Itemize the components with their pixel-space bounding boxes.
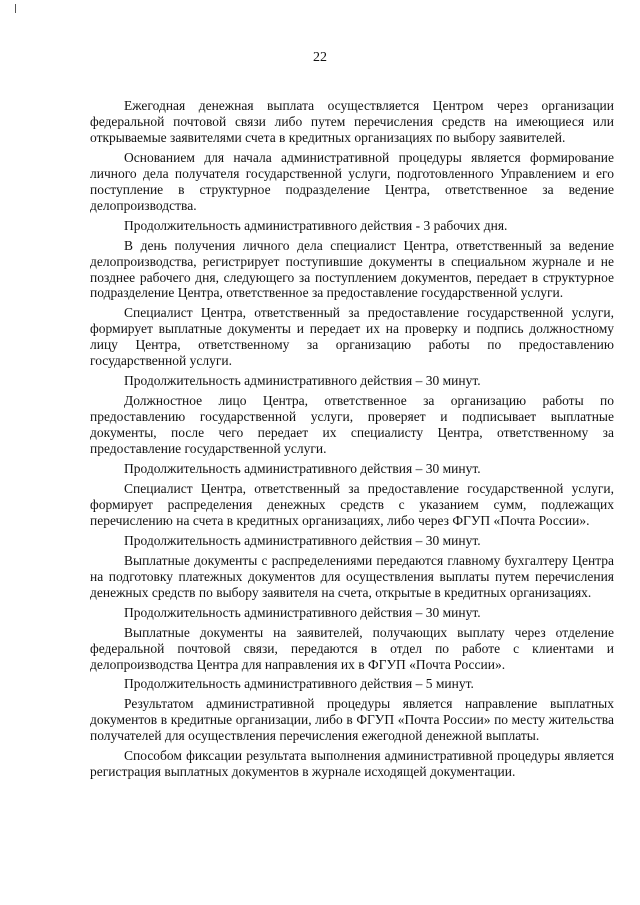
paragraph: Результатом административной процедуры является направление выплатных документов в кредитные организации, либо в ФГУП «Почта России» по месту жительства получателей для осуществления перечисления ежегодной денежной выплаты. <box>90 696 614 744</box>
paragraph: Продолжительность административного действия - 3 рабочих дня. <box>124 217 508 233</box>
paragraph: Продолжительность административного действия – 30 минут. <box>124 532 481 548</box>
scan-mark <box>15 4 16 13</box>
paragraph: Должностное лицо Центра, ответственное за организацию работы по предоставлению государственной услуги, проверяет и подписывает выплатные документы, после чего передает их специалисту Центра, ответственному за предоставление государственной услуги. <box>90 393 614 457</box>
paragraph: Специалист Центра, ответственный за предоставление государственной услуги, формирует распределения денежных средств с указанием сумм, подлежащих перечислению на счета в кредитных организациях, либо через ФГУП «Почта России». <box>90 480 614 528</box>
paragraph: Продолжительность административного действия – 5 минут. <box>124 676 474 692</box>
paragraph: Выплатные документы с распределениями передаются главному бухгалтеру Центра на подготовку платежных документов для осуществления выплаты путем перечисления денежных средств по выбору заявителя на счета, открытые в кредитных организациях. <box>90 552 614 600</box>
page-number: 22 <box>313 50 327 65</box>
body-text <box>90 98 614 784</box>
paragraph: Продолжительность административного действия – 30 минут. <box>124 373 481 389</box>
paragraph: Выплатные документы на заявителей, получающих выплату через отделение федеральной почтовой связи, передаются в отдел по работе с клиентами и делопроизводства Центра для направления их в ФГУП «Почта России». <box>90 624 614 672</box>
paragraph: Ежегодная денежная выплата осуществляется Центром через организации федеральной почтовой связи либо путем перечисления средств на имеющиеся или открываемые заявителями счета в кредитных организациях по выбору заявителей. <box>90 98 614 145</box>
paragraph: Специалист Центра, ответственный за предоставление государственной услуги, формирует выплатные документы и передает их на проверку и подпись должностному лицу Центра, ответственному за организацию работы по предоставлению государственной услуги. <box>90 305 614 369</box>
paragraph: В день получения личного дела специалист Центра, ответственный за ведение делопроизводства, регистрирует поступившие документы в специальном журнале и не позднее рабочего дня, следующего за поступлением документов, передает в структурное подразделение Центра, ответственное за предоставление государственной услуги. <box>90 237 614 301</box>
paragraph: Продолжительность административного действия – 30 минут. <box>124 461 481 477</box>
paragraph: Основанием для начала административной процедуры является формирование личного дела получателя государственной услуги, подготовленного Управлением и его поступление в структурное подразделение Центра, ответственное за ведение делопроизводства. <box>90 149 614 213</box>
paragraph: Продолжительность административного действия – 30 минут. <box>124 604 481 620</box>
paragraph: Способом фиксации результата выполнения административной процедуры является регистрация выплатных документов в журнале исходящей документации. <box>90 748 614 780</box>
